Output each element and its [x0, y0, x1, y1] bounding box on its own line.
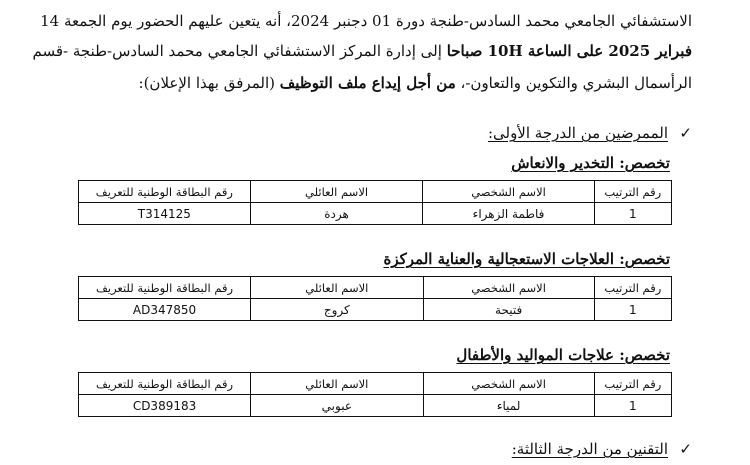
group-title-nurses: الممرضين من الدرجة الأولى:	[487, 124, 668, 142]
candidates-table-2	[78, 276, 672, 321]
header-first-name: الاسم الشخصي	[423, 373, 594, 395]
specialty-title-3: تخصص: علاجات المواليد والأطفال	[456, 346, 670, 364]
cell-rank: 1	[594, 299, 671, 321]
cell-last-name: عبوبي	[251, 395, 423, 417]
paragraph-line-2	[32, 38, 692, 64]
header-last-name: الاسم العائلي	[251, 277, 423, 299]
specialty-title-2: تخصص: العلاجات الاستعجالية والعناية المركزة	[383, 250, 670, 268]
header-cin: رقم البطاقة الوطنية للتعريف	[79, 373, 251, 395]
paragraph-line-1-text: الاستشفائي الجامعي محمد السادس-طنجة دورة 01 دجنبر 2024، أنه يتعين عليهم الحضور يوم الجمعة 14	[40, 12, 692, 30]
paragraph-line-1	[40, 8, 692, 34]
cell-cin: CD389183	[79, 395, 251, 417]
checkmark-icon: ✓	[679, 124, 692, 142]
paragraph-line-3-start: الرأسمال البشري والتكوين والتعاون-،	[455, 74, 692, 92]
checkmark-icon: ✓	[679, 440, 692, 458]
table-row	[79, 395, 672, 417]
group-title-technicians: التقنين من الدرجة الثالثة:	[511, 440, 668, 458]
specialty-title-1: تخصص: التخدير والانعاش	[511, 154, 670, 172]
header-first-name: الاسم الشخصي	[423, 277, 594, 299]
table-header-row	[79, 277, 672, 299]
paragraph-line-3	[52, 70, 692, 96]
cell-first-name: لمياء	[423, 395, 594, 417]
header-rank: رقم الترتيب	[594, 181, 671, 203]
header-rank: رقم الترتيب	[594, 277, 671, 299]
cell-first-name: فتيحة	[423, 299, 594, 321]
header-first-name: الاسم الشخصي	[423, 181, 594, 203]
header-last-name: الاسم العائلي	[250, 181, 423, 203]
cell-rank: 1	[594, 203, 671, 225]
header-cin: رقم البطاقة الوطنية للتعريف	[79, 277, 251, 299]
header-rank: رقم الترتيب	[594, 373, 671, 395]
candidates-table-1	[78, 180, 672, 225]
cell-cin: T314125	[79, 203, 251, 225]
cell-last-name: هردة	[250, 203, 423, 225]
candidates-table-3	[78, 372, 672, 417]
paragraph-line-3-end: (المرفق بهذا الإعلان):	[138, 74, 280, 92]
paragraph-line-2-text: إلى إدارة المركز الاستشفائي الجامعي محمد السادس-طنجة -قسم	[32, 42, 447, 60]
header-cin: رقم البطاقة الوطنية للتعريف	[79, 181, 251, 203]
paragraph-line-2-bold: فبراير 2025 على الساعة 10H صباحا	[446, 42, 692, 60]
paragraph-line-3-bold: من أجل إيداع ملف التوظيف	[279, 74, 456, 92]
cell-rank: 1	[594, 395, 671, 417]
cell-first-name: فاطمة الزهراء	[423, 203, 594, 225]
header-last-name: الاسم العائلي	[251, 373, 423, 395]
cell-last-name: كروج	[251, 299, 423, 321]
table-row	[79, 299, 672, 321]
cell-cin: AD347850	[79, 299, 251, 321]
table-header-row	[79, 181, 672, 203]
table-row	[79, 203, 672, 225]
table-header-row	[79, 373, 672, 395]
